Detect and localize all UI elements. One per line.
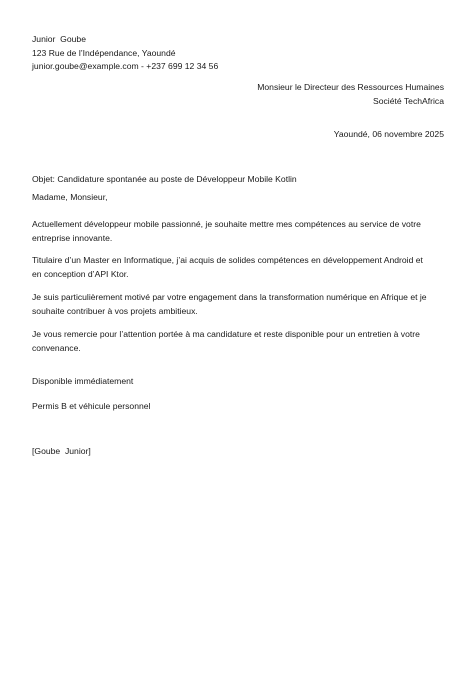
paragraph-line: Actuellement développeur mobile passionné, je souhaite mettre mes compétences au service de votre <box>32 219 421 229</box>
body-paragraph-3 <box>32 291 444 318</box>
paragraph-line: Je suis particulièrement motivé par votre engagement dans la transformation numérique en Afrique et je <box>32 292 427 302</box>
letter-subject: Objet: Candidature spontanée au poste de Développeur Mobile Kotlin <box>32 174 297 184</box>
body-paragraph-4 <box>32 328 444 355</box>
body-paragraph-2 <box>32 254 444 281</box>
availability-text: Disponible immédiatement <box>32 376 134 386</box>
date-block <box>32 128 444 142</box>
letter-date: Yaoundé, 06 novembre 2025 <box>333 129 444 139</box>
license-text: Permis B et véhicule personnel <box>32 401 151 411</box>
paragraph-line: en conception d’API Ktor. <box>32 268 129 279</box>
signature-text: [Goube Junior] <box>32 446 91 456</box>
license-block <box>32 400 444 414</box>
sender-block <box>32 33 444 74</box>
body-paragraph-1 <box>32 218 444 245</box>
paragraph-line: Je vous remercie pour l’attention portée à ma candidature et reste disponible pour un entretien à votre <box>32 329 420 339</box>
sender-address: 123 Rue de l’Indépendance, Yaoundé <box>32 47 176 58</box>
paragraph-line: convenance. <box>32 342 81 353</box>
availability-block <box>32 375 444 389</box>
signature-block <box>32 445 444 459</box>
subject-block <box>32 173 444 187</box>
letter-salutation: Madame, Monsieur, <box>32 192 108 202</box>
sender-name: Junior Goube <box>32 34 86 44</box>
recipient-block <box>32 81 444 108</box>
paragraph-line: souhaite contribuer à vos projets ambitieux. <box>32 305 198 316</box>
recipient-title: Monsieur le Directeur des Ressources Humaines <box>257 82 444 92</box>
paragraph-line: entreprise innovante. <box>32 232 113 243</box>
recipient-company: Société TechAfrica <box>372 95 444 106</box>
paragraph-line: Titulaire d’un Master en Informatique, j’ai acquis de solides compétences en développement Android et <box>32 255 423 265</box>
salutation-block <box>32 191 444 205</box>
sender-contact: junior.goube@example.com - +237 699 12 34 56 <box>32 61 219 72</box>
